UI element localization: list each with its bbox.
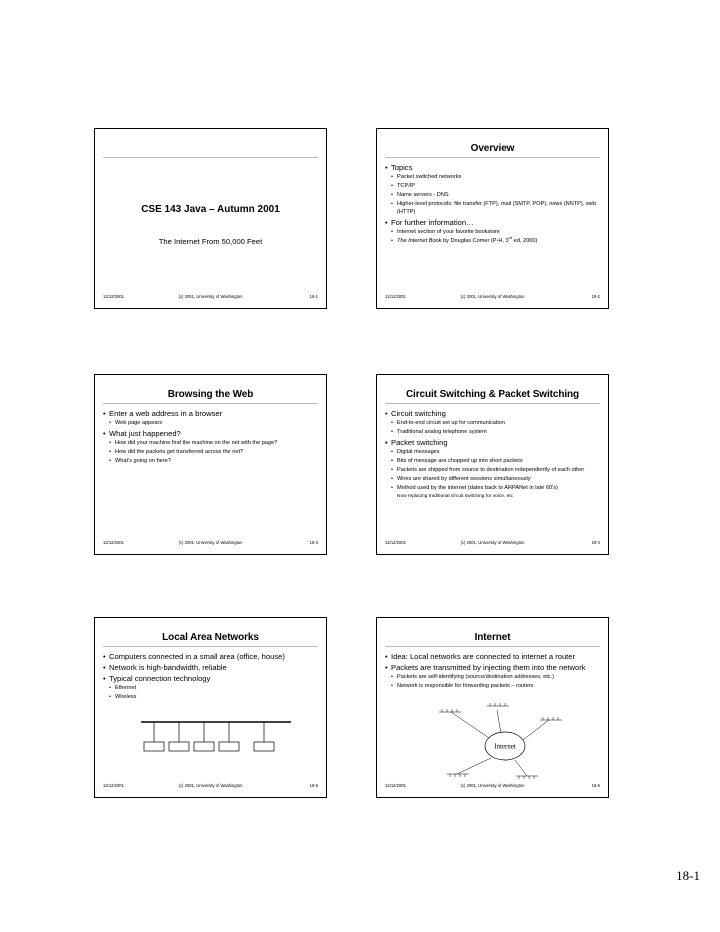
slide-5 bbox=[94, 617, 327, 798]
sub-bullet: • Packets are self-identifying (source/destination addresses, etc.) bbox=[385, 673, 602, 682]
sub-bullet: • TCP/IP bbox=[385, 182, 602, 191]
slide-footer bbox=[103, 294, 318, 302]
slide-6 bbox=[376, 617, 609, 798]
footer-page: 18-5 bbox=[309, 783, 318, 788]
bullet: • Enter a web address in a browser bbox=[103, 408, 320, 419]
sub-bullet: • Wires are shared by different sessions simultaneously bbox=[385, 475, 602, 484]
footer-date: 12/12/2001 bbox=[103, 540, 124, 545]
bullet: • Typical connection technology bbox=[103, 673, 320, 684]
sub-bullet: • Wireless bbox=[103, 693, 320, 702]
sub-bullet: • Ethernet bbox=[103, 684, 320, 693]
footer-copyright: (c) 2001, University of Washington bbox=[178, 783, 243, 788]
bullet: • Packets are transmitted by injecting them into the network bbox=[385, 662, 602, 673]
title-rule bbox=[385, 157, 600, 158]
sub-bullet: • Packet switched networks bbox=[385, 173, 602, 182]
slide-title: Overview bbox=[470, 143, 515, 154]
slide-body bbox=[385, 408, 602, 501]
footer-date: 12/12/2001 bbox=[103, 783, 124, 788]
footer-copyright: (c) 2001, University of Washington bbox=[460, 294, 525, 299]
page-number: 18-1 bbox=[676, 868, 700, 883]
title-rule bbox=[103, 646, 318, 647]
internet-cloud-label: Internet bbox=[494, 742, 516, 751]
slide-body bbox=[103, 408, 320, 466]
title-rule bbox=[103, 403, 318, 404]
slide-subtitle: The Internet From 50,000 Feet bbox=[158, 237, 263, 246]
bullet: • Topics bbox=[385, 162, 602, 173]
sub-bullet: • Packets are shipped from source to destination independently of each other bbox=[385, 466, 602, 475]
sub-bullet: • End-to-end circuit set up for communication bbox=[385, 419, 602, 428]
slide-footer bbox=[385, 294, 600, 302]
footer-date: 12/12/2001 bbox=[385, 294, 406, 299]
footer-page: 18-1 bbox=[309, 294, 318, 299]
slide-2 bbox=[376, 128, 609, 309]
bullet: • Computers connected in a small area (office, house) bbox=[103, 651, 320, 662]
sub-bullet: • Higher-level protocols: file transfer (FTP), mail (SMTP, POP), news (NNTP), web (HTTP) bbox=[385, 200, 602, 217]
bullet: • For further information… bbox=[385, 217, 602, 228]
footer-copyright: (c) 2001, University of Washington bbox=[460, 783, 525, 788]
slide-body bbox=[385, 651, 602, 691]
bullet: • Idea: Local networks are connected to internet a router bbox=[385, 651, 602, 662]
slide-footer bbox=[103, 783, 318, 791]
sub-bullet: • Bits of message are chopped up into short packets bbox=[385, 457, 602, 466]
footer-copyright: (c) 2001, University of Washington bbox=[460, 540, 525, 545]
footer-page: 18-3 bbox=[309, 540, 318, 545]
slide-3 bbox=[94, 374, 327, 555]
slide-footer bbox=[103, 540, 318, 548]
bullet: • What just happened? bbox=[103, 428, 320, 439]
slide-footer bbox=[385, 540, 600, 548]
sub-bullet: • Name servers - DNS bbox=[385, 191, 602, 200]
sub-bullet: • Traditional analog telephone system bbox=[385, 428, 602, 437]
footer-page: 18-6 bbox=[591, 783, 600, 788]
title-rule bbox=[385, 646, 600, 647]
bullet: • Circuit switching bbox=[385, 408, 602, 419]
sub-bullet: • Internet section of your favorite bookstore bbox=[385, 228, 602, 237]
slide-title: Browsing the Web bbox=[167, 389, 254, 400]
footer-page: 18-4 bbox=[591, 540, 600, 545]
sub-bullet: • What’s going on here? bbox=[103, 457, 320, 466]
slide-body bbox=[103, 651, 320, 702]
slide-1 bbox=[94, 128, 327, 309]
lan-diagram bbox=[135, 718, 295, 754]
slide-title: Local Area Networks bbox=[162, 632, 259, 643]
sub-bullet: • Web page appears bbox=[103, 419, 320, 428]
title-rule bbox=[385, 403, 600, 404]
footer-date: 12/12/2001 bbox=[385, 540, 406, 545]
book-author: by Douglas Comer (P-H, 3 bbox=[441, 238, 509, 244]
sub-sub-item: Now replacing traditional circuit switching for voice, etc bbox=[397, 494, 513, 499]
sub-bullet: • Network is responsible for forwarding packets – routers bbox=[385, 682, 602, 691]
edition-superscript: rd bbox=[508, 235, 513, 241]
sub-bullet bbox=[385, 237, 602, 246]
internet-diagram bbox=[437, 702, 567, 786]
footer-page: 18-2 bbox=[591, 294, 600, 299]
bullet: • Network is high-bandwidth, reliable bbox=[103, 662, 320, 673]
footer-copyright: (c) 2001, University of Washington bbox=[178, 540, 243, 545]
bullet: • Packet switching bbox=[385, 437, 602, 448]
footer-date: 12/12/2001 bbox=[103, 294, 124, 299]
slide-footer bbox=[385, 783, 600, 791]
slide-title: Circuit Switching & Packet Switching bbox=[405, 389, 580, 400]
footer-date: 12/12/2001 bbox=[385, 783, 406, 788]
sub-bullet: • How did your machine find the machine on the net with the page? bbox=[103, 439, 320, 448]
title-rule bbox=[103, 157, 318, 158]
sub-bullet: • How did the packets get transferred across the net? bbox=[103, 448, 320, 457]
footer-copyright: (c) 2001, University of Washington bbox=[178, 294, 243, 299]
slide-title: Internet bbox=[474, 632, 511, 643]
sub-bullet: • Digital messages bbox=[385, 448, 602, 457]
book-edition: ed, 2000) bbox=[512, 238, 538, 244]
book-title: The Internet Book bbox=[397, 238, 442, 244]
sub-bullet: • Method used by the internet (dates back to ARPANet in late 60’s) bbox=[385, 484, 602, 493]
slide-4 bbox=[376, 374, 609, 555]
slide-body bbox=[385, 162, 602, 246]
slide-title: CSE 143 Java – Autumn 2001 bbox=[141, 204, 280, 215]
